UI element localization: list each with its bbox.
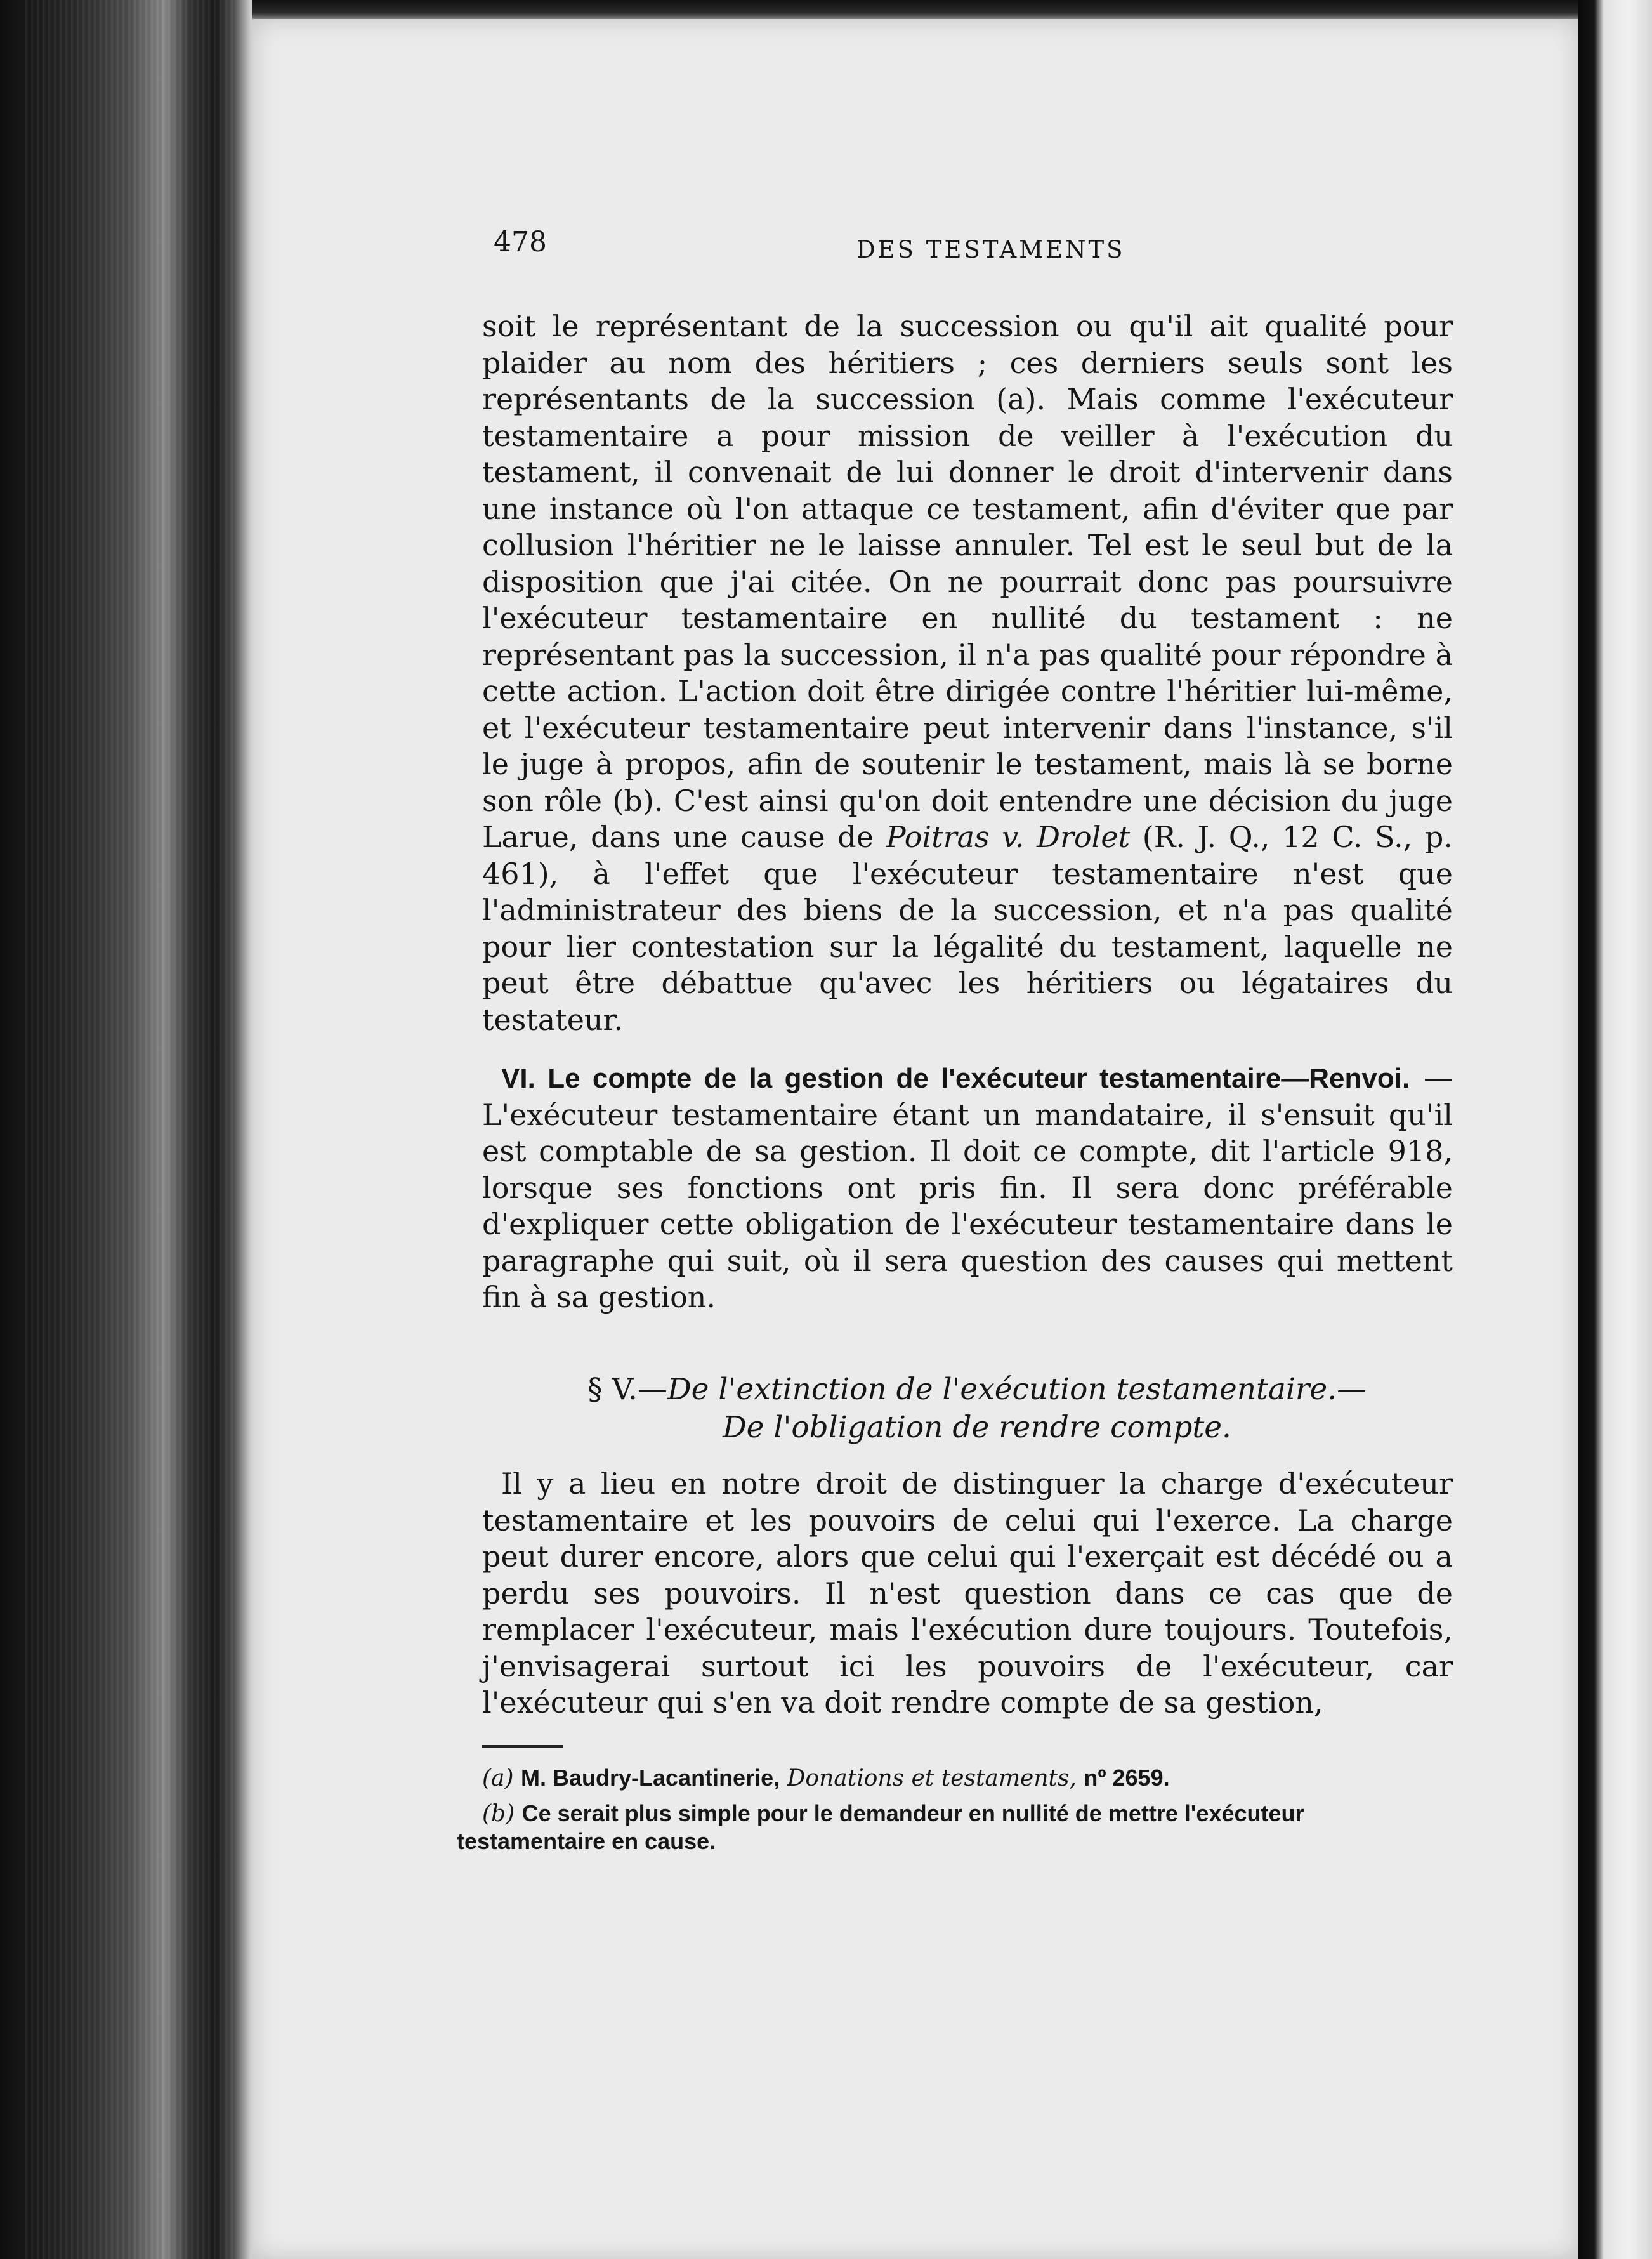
- footnote-b-marker: (b): [482, 1801, 515, 1827]
- footnote-a-title: Donations et testaments,: [787, 1765, 1077, 1791]
- section-title-line-2: De l'obligation de rendre compte.: [723, 1410, 1231, 1445]
- footnote-rule: [482, 1745, 563, 1748]
- footnote-a-author: M. Baudry-Lacantinerie,: [521, 1765, 780, 1791]
- section-title: [508, 1371, 1446, 1447]
- paragraph-1-tail: (R. J. Q., 12 C. S., p. 461), à l'effet que l'exécuteur testamentaire n'est que l'administrateur des biens de la succession, et n'a pas qualité pour lier contestation sur la légalité du testament, laquelle ne peut être débattue qu'avec les héritiers ou légataires du testateur.: [482, 820, 1453, 1037]
- paragraph-2-text: —L'exécuteur testamentaire étant un mandataire, il s'ensuit qu'il est comptable de sa gestion. Il doit ce compte, dit l'article 918, lorsque ses fonctions ont pris fin. Il sera donc préférable d'expliquer cette obligation de l'exécuteur testamentaire dans le paragraphe qui suit, où il sera question des causes qui mettent fin à sa gestion.: [482, 1060, 1453, 1314]
- footnote-b-text: Ce serait plus simple pour le demandeur en nullité de mettre l'exécuteur testamentaire en cause.: [457, 1800, 1304, 1854]
- paragraph-3: [482, 1466, 1453, 1722]
- footnote-a: [457, 1764, 1446, 1792]
- case-name: Poitras v. Drolet: [886, 820, 1131, 854]
- page-number: 478: [494, 226, 547, 258]
- section-title-line-1: De l'extinction de l'exécution testamentaire.—: [667, 1372, 1367, 1407]
- footnotes: [457, 1764, 1446, 1863]
- running-head: DES TESTAMENTS: [856, 236, 1125, 263]
- paragraph-1: [482, 308, 1453, 1038]
- paragraph-1-text: soit le représentant de la succession ou qu'il ait qualité pour plaider au nom des héritiers ; ces derniers seuls sont les représentants de la succession (a). Mais comme l'exécuteur testamentaire a pour mission de veiller à l'exécution du testament, il convenait de lui donner le droit d'intervenir dans une instance où l'on attaque ce testament, afin d'éviter que par collusion l'héritier ne le laisse annuler. Tel est le seul but de la disposition que j'ai citée. On ne pourrait donc pas poursuivre l'exécuteur testamentaire en nullité du testament : ne représentant pas la succession, il n'a pas qualité pour répondre à cette action. L'action doit être dirigée contre l'héritier lui-même, et l'exécuteur testamentaire peut intervenir dans l'instance, s'il le juge à propos, afin de soutenir le testament, mais là se borne son rôle (b). C'est ainsi qu'on doit entendre une décision du juge Larue, dans une cause de: [482, 309, 1453, 854]
- footnote-b: [457, 1800, 1446, 1855]
- paragraph-2: [482, 1060, 1453, 1316]
- section-prefix: § V.—: [587, 1372, 667, 1407]
- footnote-a-marker: (a): [482, 1765, 514, 1791]
- paragraph-3-text: Il y a lieu en notre droit de distinguer la charge d'exécuteur testamentaire et les pouvoirs de celui qui l'exerce. La charge peut durer encore, alors que celui qui l'exerçait est décédé ou a perdu ses pouvoirs. Il n'est question dans ce cas que de remplacer l'exécuteur, mais l'exécution dure toujours. Toutefois, j'envisagerai surtout ici les pouvoirs de l'exécuteur, car l'exécuteur qui s'en va doit rendre compte de sa gestion,: [482, 1466, 1453, 1720]
- subsection-heading: VI. Le compte de la gestion de l'exécuteur testamentaire—Renvoi.: [501, 1063, 1410, 1094]
- footnote-a-ref: nº 2659.: [1084, 1765, 1170, 1791]
- next-page-edge: [1578, 0, 1652, 2259]
- spine-texture: [25, 0, 235, 2259]
